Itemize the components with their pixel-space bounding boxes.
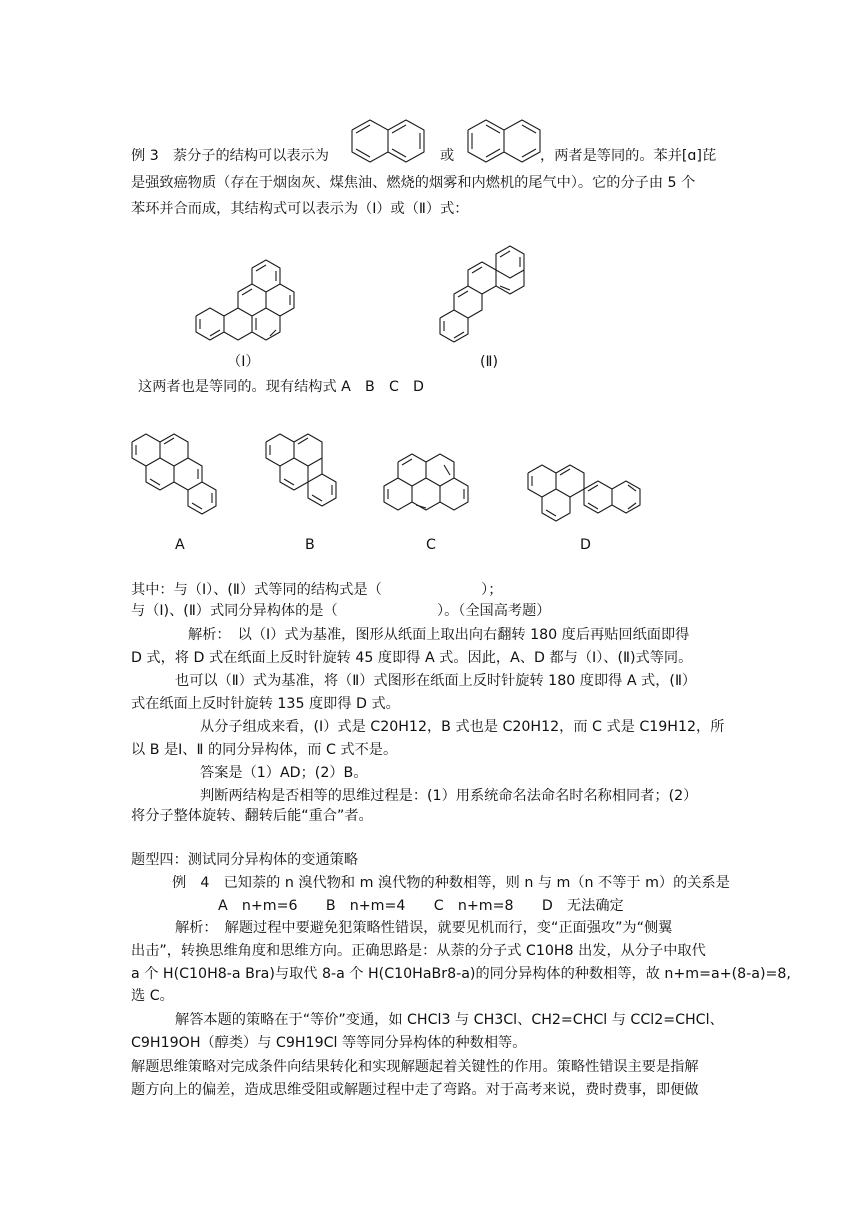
- ex3-line2: 是强致癌物质（存在于烟囱灰、煤焦油、燃烧的烟雾和内燃机的尾气中）。它的分子由 5 个: [131, 175, 696, 191]
- question-1: 其中：与（Ⅰ）、(Ⅱ）式等同的结构式是（ ）；: [131, 582, 503, 598]
- ex4-analysis-2: 出击”，转换思维角度和思维方向。正确思路是：从萘的分子式 C10H8 出发，从分子中取代: [131, 943, 706, 959]
- label-structure-I: （Ⅰ）: [227, 354, 260, 370]
- ex3-line3: 苯环并合而成，其结构式可以表示为（Ⅰ）或（Ⅱ）式：: [131, 201, 469, 217]
- ex3-line1-c: ，两者是等同的。苯并[ɑ]芘: [540, 148, 717, 164]
- analysis-line-2: D 式，将 D 式在纸面上反时针旋转 45 度即得 A 式。因此，A、D 都与（Ⅰ）、(Ⅱ)式等同。: [131, 650, 693, 666]
- example-4-question: 例 4 已知萘的 n 溴代物和 m 溴代物的种数相等，则 n 与 m（n 不等于 m）的关系是: [172, 875, 730, 891]
- label-D: D: [580, 537, 591, 553]
- structure-C: [380, 452, 490, 527]
- answer-line: 答案是（1）AD；(2）B。: [200, 765, 368, 781]
- analysis-line-9: 将分子整体旋转、翻转后能“重合”者。: [131, 808, 373, 824]
- structure-A: [128, 424, 238, 524]
- structure-B: [262, 424, 372, 524]
- label-B: B: [305, 537, 315, 553]
- question-2: 与（Ⅰ)、(Ⅱ）式同分异构体的是（ ）。（全国高考题）: [131, 603, 551, 619]
- analysis-line-6: 以 B 是Ⅰ、Ⅱ 的同分异构体，而 C 式不是。: [131, 742, 398, 758]
- ex3-line1-a: 例 3 萘分子的结构可以表示为: [131, 148, 329, 164]
- structure-I: [190, 258, 340, 348]
- structure-II: [436, 242, 546, 347]
- ex4-analysis-5: 解答本题的策略在于“等价”变通，如 CHCl3 与 CH3Cl、CH2=CHCl 与 CCl2=CHCl、: [175, 1012, 724, 1028]
- example-4-options: A n+m=6 B n+m=4 C n+m=8 D 无法确定: [218, 898, 624, 914]
- ex3-line4: 这两者也是等同的。现有结构式 A B C D: [138, 379, 424, 395]
- label-structure-II: (Ⅱ): [480, 354, 499, 370]
- ex4-analysis-7: 解题思维策略对完成条件向结果转化和实现解题起着关键性的作用。策略性错误主要是指解: [131, 1059, 699, 1075]
- label-A: A: [175, 537, 185, 553]
- analysis-line-8: 判断两结构是否相等的思维过程是：(1）用系统命名法命名时名称相同者；(2）: [200, 788, 698, 804]
- analysis-line-4: 式在纸面上反时针旋转 135 度即得 D 式。: [131, 696, 400, 712]
- structure-D: [524, 455, 644, 530]
- ex3-line1-b: 或: [440, 148, 455, 164]
- ex4-analysis-3: a 个 H(C10H8-a Bra)与取代 8-a 个 H(C10HaBr8-a)的同分异构体的种数相等，故 n+m=a+(8-a)=8,: [131, 966, 791, 982]
- ex4-analysis-8: 题方向上的偏差，造成思维受阻或解题过程中走了弯路。对于高考来说，费时费事，即便做: [131, 1082, 699, 1098]
- naphthalene-structure-1: [346, 116, 432, 166]
- analysis-line-3: 也可以（Ⅱ）式为基准，将（Ⅱ）式图形在纸面上反时针旋转 180 度即得 A 式，(Ⅱ）: [175, 673, 697, 689]
- ex4-analysis-1: 解析： 解题过程中要避免犯策略性错误，就要见机而行，变“正面强攻”为“侧翼: [175, 920, 673, 936]
- ex4-analysis-6: C9H19OH（醇类）与 C9H19Cl 等等同分异构体的种数相等。: [131, 1035, 527, 1051]
- analysis-line-5: 从分子组成来看，(Ⅰ）式是 C20H12，B 式也是 C20H12，而 C 式是 C19H12，所: [200, 719, 725, 735]
- section-4-title: 题型四：测试同分异构体的变通策略: [131, 852, 359, 868]
- analysis-line-1: 解析： 以（Ⅰ）式为基准，图形从纸面上取出向右翻转 180 度后再贴回纸面即得: [188, 627, 690, 643]
- ex4-analysis-4: 选 C。: [131, 988, 174, 1004]
- naphthalene-structure-2: [462, 116, 548, 166]
- label-C: C: [426, 537, 436, 553]
